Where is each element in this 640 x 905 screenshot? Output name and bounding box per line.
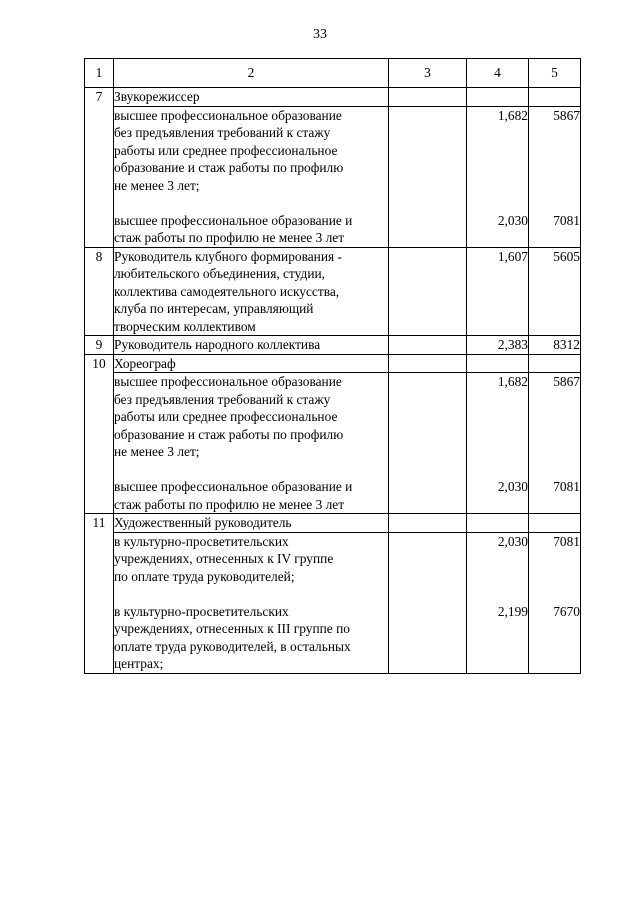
text-line: не менее 3 лет; (114, 444, 200, 459)
text-line: высшее профессиональное образование и (114, 479, 353, 494)
row-number: 10 (85, 354, 114, 514)
row-description (114, 514, 389, 533)
row-amount (529, 106, 581, 247)
amount-value: 7081 (553, 212, 580, 228)
row-description (114, 336, 389, 355)
spacer (467, 461, 528, 479)
row-col3 (389, 514, 467, 533)
row-coefficient: 2,383 (467, 336, 529, 355)
spacer (467, 426, 528, 444)
spacer (529, 159, 580, 177)
text-line: высшее профессиональное образование и (114, 212, 353, 228)
spacer (467, 568, 528, 586)
row-col3 (389, 336, 467, 355)
spacer (529, 550, 580, 568)
row-title: Звукорежиссер (114, 89, 200, 104)
row-amount (529, 354, 581, 373)
table-row (85, 88, 581, 107)
text-line: работы или среднее профессиональное (114, 142, 338, 158)
text-line: стаж работы по профилю не менее 3 лет (114, 230, 345, 245)
row-description (114, 373, 389, 514)
row-col3 (389, 247, 467, 336)
row-coefficient (467, 88, 529, 107)
spacer (529, 194, 580, 212)
text-line: учреждениях, отнесенных к III группе по (114, 621, 350, 636)
row-amount (529, 532, 581, 673)
row-group-cell (389, 373, 467, 514)
column-header: 3 (389, 59, 467, 88)
text-line: высшее профессиональное образование (114, 107, 342, 123)
spacer (467, 443, 528, 461)
column-header: 4 (467, 59, 529, 88)
text-line: в культурно-просветительских (114, 533, 289, 549)
row-amount: 8312 (529, 336, 581, 355)
row-coefficient (467, 106, 529, 247)
spacer (529, 391, 580, 409)
spacer (529, 408, 580, 426)
amount-value: 5867 (553, 374, 580, 389)
amount-value: 7081 (553, 533, 580, 549)
text-line: не менее 3 лет; (114, 177, 200, 193)
amount-value: 7670 (553, 603, 580, 619)
page-number: 33 (313, 27, 327, 42)
row-description (114, 354, 389, 373)
spacer (529, 142, 580, 160)
text-line: Руководитель клубного формирования - (114, 248, 342, 264)
spacer (529, 620, 580, 638)
text-line: коллектива самодеятельного искусства, (114, 283, 340, 299)
text-line: любительского объединения, студии, (114, 266, 326, 281)
table-row (85, 354, 581, 373)
spacer (467, 229, 528, 247)
amount-value: 7081 (553, 479, 580, 494)
spacer (467, 496, 528, 514)
spacer (467, 391, 528, 409)
spacer (467, 638, 528, 656)
row-amount (529, 88, 581, 107)
text-line: творческим коллективом (114, 318, 256, 334)
spacer (467, 408, 528, 426)
row-title: Художественный руководитель (114, 515, 292, 530)
text-line: без предъявления требований к стажу (114, 125, 331, 140)
table-row (85, 247, 581, 336)
row-description (114, 106, 389, 247)
column-header: 1 (85, 59, 114, 88)
coefficient-value: 2,030 (497, 479, 528, 494)
spacer (529, 426, 580, 444)
spacer (529, 124, 580, 142)
row-coefficient (467, 514, 529, 533)
row-number: 7 (85, 88, 114, 248)
column-header: 5 (529, 59, 581, 88)
table-row (85, 106, 581, 247)
text-line: клуба по интересам, управляющий (114, 301, 314, 316)
row-description (114, 88, 389, 107)
spacer (529, 655, 580, 673)
row-coefficient (467, 354, 529, 373)
row-number: 9 (85, 336, 114, 355)
row-amount (529, 514, 581, 533)
spacer (467, 620, 528, 638)
spacer (529, 461, 580, 479)
spacer (467, 159, 528, 177)
spacer (467, 124, 528, 142)
table-row (85, 532, 581, 673)
row-group-cell (389, 532, 467, 673)
text-line: Руководитель народного коллектива (114, 337, 321, 352)
spacer (467, 550, 528, 568)
coefficient-value: 2,030 (497, 533, 528, 549)
row-number: 8 (85, 247, 114, 336)
row-coefficient: 1,607 (467, 247, 529, 336)
spacer (114, 461, 388, 479)
spacer (529, 568, 580, 586)
spacer (529, 638, 580, 656)
row-coefficient (467, 532, 529, 673)
spacer (114, 194, 388, 212)
spacer (467, 194, 528, 212)
spacer (529, 177, 580, 195)
row-coefficient (467, 373, 529, 514)
spacer (529, 443, 580, 461)
text-line: центрах; (114, 656, 164, 671)
row-amount (529, 373, 581, 514)
coefficient-value: 2,199 (497, 603, 528, 619)
spacer (114, 585, 388, 603)
spacer (467, 177, 528, 195)
text-line: в культурно-просветительских (114, 603, 289, 619)
row-description (114, 247, 389, 336)
row-amount: 5605 (529, 247, 581, 336)
spacer (529, 585, 580, 603)
table-header-row (85, 59, 581, 88)
coefficient-value: 2,030 (497, 212, 528, 228)
salary-table (84, 58, 581, 674)
amount-value: 5867 (553, 107, 580, 123)
text-line: учреждениях, отнесенных к IV группе (114, 551, 334, 566)
row-group-cell (389, 106, 467, 247)
column-header: 2 (114, 59, 389, 88)
spacer (529, 229, 580, 247)
coefficient-value: 1,682 (497, 374, 528, 389)
coefficient-value: 1,682 (497, 107, 528, 123)
text-line: без предъявления требований к стажу (114, 391, 331, 407)
table-row (85, 373, 581, 514)
text-line: высшее профессиональное образование (114, 374, 342, 389)
spacer (467, 142, 528, 160)
table-row (85, 514, 581, 533)
row-title: Хореограф (114, 355, 176, 371)
spacer (529, 496, 580, 514)
text-line: по оплате труда руководителей; (114, 568, 295, 584)
text-line: образование и стаж работы по профилю (114, 160, 344, 175)
row-description (114, 532, 389, 673)
text-line: стаж работы по профилю не менее 3 лет (114, 496, 345, 512)
text-line: оплате труда руководителей, в остальных (114, 638, 351, 654)
text-line: работы или среднее профессиональное (114, 409, 338, 424)
spacer (467, 655, 528, 673)
spacer (467, 585, 528, 603)
table-row (85, 336, 581, 355)
row-col3 (389, 88, 467, 107)
row-number: 11 (85, 514, 114, 674)
text-line: образование и стаж работы по профилю (114, 426, 344, 442)
row-col3 (389, 354, 467, 373)
